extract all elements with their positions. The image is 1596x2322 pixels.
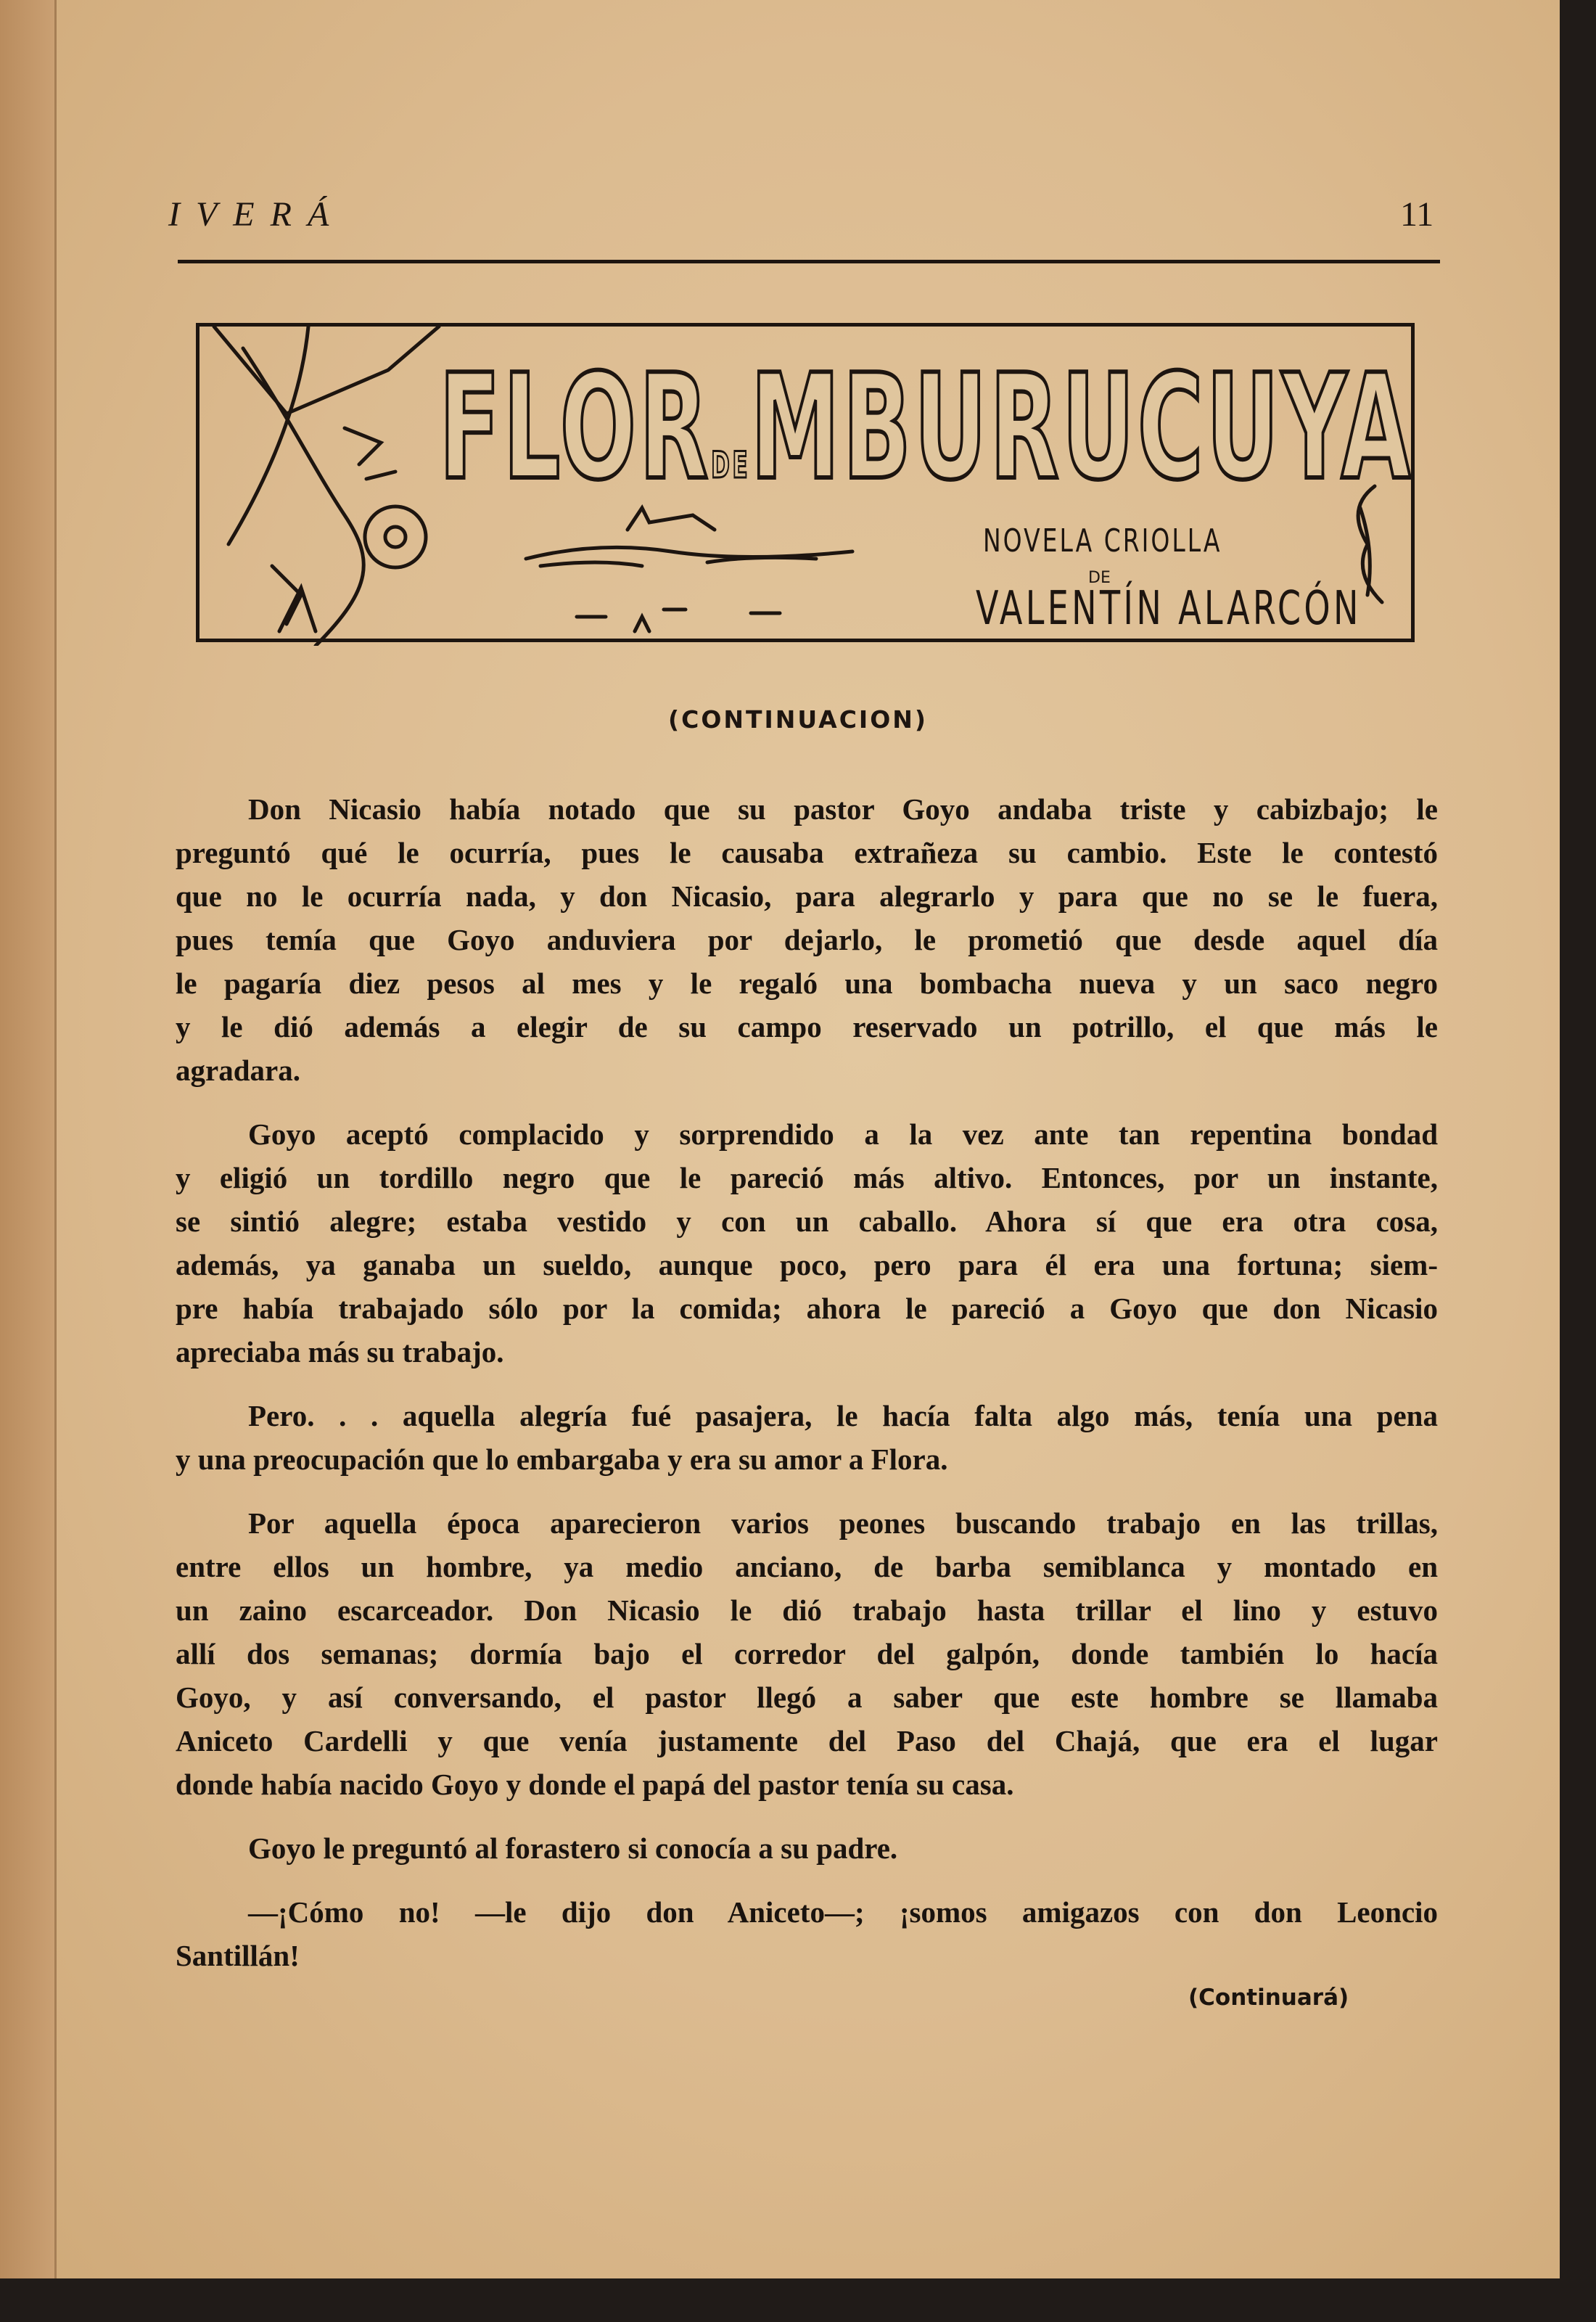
paragraph-line: Don Nicasio había notado que su pastor Goyo andaba triste y cabizbajo; le [248, 792, 1438, 826]
paragraph-line: preguntó qué le ocurría, pues le causaba extrañeza su cambio. Este le contestó [176, 836, 1438, 869]
paragraph-line: entre ellos un hombre, ya medio anciano, de barba semiblanca y montado en [176, 1550, 1438, 1583]
paragraph-line: apreciaba más su trabajo. [176, 1335, 504, 1369]
title-connector: DE [711, 444, 751, 486]
paragraph-line: Santillán! [176, 1939, 300, 1972]
paragraph-line: pues temía que Goyo anduviera por dejarlo, le prometió que desde aquel día [176, 923, 1438, 956]
paragraph-line: además, ya ganaba un sueldo, aunque poco, pero para él era una fortuna; siem- [176, 1248, 1438, 1281]
paragraph-line: y eligió un tordillo negro que le pareció más altivo. Entonces, por un instante, [176, 1161, 1438, 1194]
running-title: IVERÁ [168, 195, 345, 234]
paragraph-line: le pagaría diez pesos al mes y le regaló una bombacha nueva y un saco negro [176, 967, 1438, 1000]
paragraph-line: que no le ocurría nada, y don Nicasio, para alegrarlo y para que no se le fuera, [176, 879, 1438, 913]
paragraph-line: se sintió alegre; estaba vestido y con un caballo. Ahora sí que era otra cosa, [176, 1205, 1438, 1238]
paragraph [176, 1501, 1438, 1806]
paragraph [176, 1394, 1438, 1481]
branch-illustration [214, 327, 439, 414]
paragraph [176, 1826, 1438, 1870]
scan-edge-bottom [0, 2278, 1596, 2322]
paragraph-line: Pero. . . aquella alegría fué pasajera, le hacía falta algo más, tenía una pena [248, 1399, 1438, 1432]
banner-subtitle: NOVELA CRIOLLA [983, 522, 1222, 559]
paragraph-line: un zaino escarceador. Don Nicasio le dió trabajo hasta trillar el lino y estuvo [176, 1593, 1438, 1627]
title-word-mburucuya: MBURUCUYA [750, 343, 1414, 512]
banner-title [439, 343, 1414, 538]
paragraph-line: Aniceto Cardelli y que venía justamente del Paso del Chajá, que era el lugar [176, 1724, 1438, 1757]
to-be-continued-note: (Continuará) [1188, 1985, 1349, 2011]
banner-by: DE [1088, 569, 1111, 587]
paragraph-line: —¡Cómo no! —le dijo don Aniceto—; ¡somos amigazos con don Leoncio [248, 1895, 1438, 1929]
paragraph-line: agradara. [176, 1054, 300, 1087]
paragraph-line: donde había nacido Goyo y donde el papá del pastor tenía su casa. [176, 1768, 1014, 1801]
paragraph-line: Goyo le preguntó al forastero si conocía a su padre. [248, 1831, 898, 1865]
paragraph [176, 1112, 1438, 1374]
title-banner [196, 323, 1415, 642]
page-spine [0, 0, 57, 2286]
header-rule [178, 260, 1440, 263]
title-word-flor: FLOR [439, 343, 712, 512]
paragraph-line: y le dió además a elegir de su campo reservado un potrillo, el que más le [176, 1010, 1438, 1043]
article-body [176, 787, 1438, 1998]
paragraph-line: pre había trabajado sólo por la comida; ahora le pareció a Goyo que don Nicasio [176, 1292, 1438, 1325]
section-label: (CONTINUACION) [668, 705, 928, 734]
scan-edge-right [1560, 0, 1596, 2322]
banner-author: VALENTÍN ALARCÓN [976, 582, 1362, 636]
paragraph-line: allí dos semanas; dormía bajo el corredor del galpón, donde también lo hacía [176, 1637, 1438, 1670]
page-number: 11 [1400, 195, 1434, 234]
paragraph [176, 787, 1438, 1092]
paragraph-line: y una preocupación que lo embargaba y era su amor a Flora. [176, 1443, 948, 1476]
paragraph [176, 1890, 1438, 1977]
paragraph-line: Goyo, y así conversando, el pastor llegó a saber que este hombre se llamaba [176, 1681, 1438, 1714]
paragraph-line: Goyo aceptó complacido y sorprendido a la vez ante tan repentina bondad [248, 1117, 1438, 1151]
paragraph-line: Por aquella época aparecieron varios peones buscando trabajo en las trillas, [248, 1506, 1438, 1540]
